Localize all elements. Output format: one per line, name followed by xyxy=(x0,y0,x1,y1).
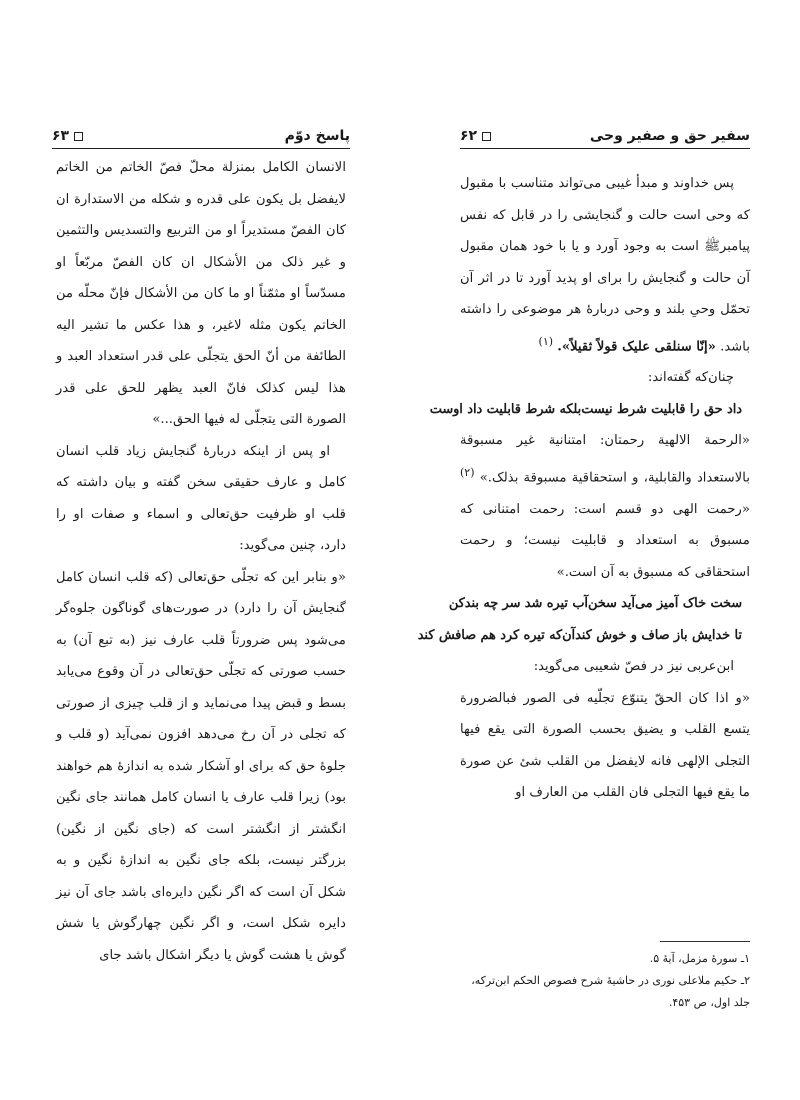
quran-verse: «إنّا سنلقی علیک قولاً ثقیلاً». xyxy=(557,338,716,354)
paragraph: ابن‌عربی نیز در فصّ شعیبی می‌گوید: xyxy=(533,659,734,675)
arabic-quote: «الرحمة الالهیة رحمتان: امتنانیة غیر مسبوقة بالاستعداد والقابلیة، و استحقاقیة مسبوقة بذلک.» xyxy=(460,433,750,486)
square-icon xyxy=(74,132,83,141)
page-number: ۶۲ xyxy=(460,128,478,144)
poem-verse xyxy=(448,588,750,620)
paragraph: «و بنابر این که تجلّی حق‌تعالی (که قلب انسان کامل گنجایش آن را دارد) در صورت‌های گوناگون جلوه‌گر می‌شود پس ضرورتاً قلب عارف نیز (به تبع آن) به حسب صورتی که تجلّی حق‌تعالی در آن وقوع می‌یابد بسط و قبض پیدا می‌نماید و از قلب چیزی از صورتی که تجلی در آن رخ می‌دهد افزون نمی‌آید (و قلب و جلوهٔ حق که برای او آشکار شده به اندازهٔ هم خواهند بود) زیرا قلب عارف یا انسان کامل همانند جای نگین انگشتر از انگشتر است که (جای نگین از نگین) بزرگتر نیست، بلکه جای نگین به اندازهٔ نگین و به شکل آن است که اگر نگین دایره‌ای باشد جای آن نیز دایره شکل است، و اگر نگین چهارگوش یا شش گوش یا هشت گوش یا دیگر اشکال باشد جای xyxy=(56,569,346,963)
footnotes xyxy=(460,948,750,1014)
footnote-divider xyxy=(660,941,750,942)
footnote: ۱ـ سورهٔ مزمل، آیهٔ ۵. xyxy=(649,952,750,965)
hemistich: سخت خاک آمیز می‌آید سخن xyxy=(587,596,742,612)
footnote-marker: (۲) xyxy=(460,465,475,479)
page-header xyxy=(52,118,350,149)
poem-verse xyxy=(417,620,750,652)
footnote: ۲ـ حکیم ملاعلی نوری در حاشیهٔ شرح فصوص الحکم ابن‌ترکه، جلد اول، ص ۴۵۳. xyxy=(471,974,750,1009)
footnote-marker: (۱) xyxy=(538,334,554,348)
hemistich: داد حق را قابلیت شرط نیست xyxy=(581,401,742,417)
persian-explanation: «رحمت الهی دو قسم است: رحمت امتنانی که مسبوق به استعداد و قابلیت نیست؛ و رحمت استحقاقی که مسبوق به آن است.» xyxy=(460,501,750,580)
right-page xyxy=(400,0,800,1100)
running-title: سفیر حق و صفیر وحی xyxy=(589,128,750,144)
hemistich: تا خدایش باز صاف و خوش کند xyxy=(575,627,742,643)
hemistich: بلکه شرط قابلیت داد اوست xyxy=(429,401,582,417)
page-header xyxy=(460,118,750,149)
poem-verse xyxy=(429,394,750,426)
hemistich: آن‌که تیره کرد هم صافش کند xyxy=(417,627,576,643)
paragraph: او پس از اینکه دربارهٔ گنجایش زیاد قلب انسان کامل و عارف حقیقی سخن گفته و بیان داشته که قلب او ظرفیت حق‌تعالی و اسماء و صفات او را دارد، چنین می‌گوید: xyxy=(56,443,346,553)
page-number-group xyxy=(460,128,491,144)
page-number-group xyxy=(52,128,83,144)
paragraph xyxy=(460,168,750,362)
page-body xyxy=(56,152,346,971)
paragraph: چنان‌که گفته‌اند: xyxy=(647,370,734,386)
paragraph xyxy=(460,425,750,588)
intro-text: پس خداوند و مبدأ غیبی می‌تواند متناسب با مقبول که وحی است حالت و گنجایشی را در قابل که نفس پیامبرﷺ است به وجود آورد و یا با خود همان مقبول آن حالت و گنجایش را برای او پدید آورد تا در اثر آن تحمّل وحیِ بلند و وحی دربارهٔ هر موضوعی را داشته باشد. xyxy=(460,176,750,354)
running-title: پاسخ دوّم xyxy=(284,128,350,144)
paragraph: «و اذا کان الحقّ یتنوّع تجلّیه فی الصور فبالضرورة یتسع القلب و یضیق بحسب الصورة التی یقع فیها التجلی الإلهی فانه لایفضل من القلب شئ عن صورة ما یقع فیها التجلی فان القلب من العارف او xyxy=(460,690,750,801)
paragraph: الانسان الکامل بمنزلة محلّ فصّ الخاتم من الخاتم لایفضل بل یکون علی قدره و شکله من الاستدارة ان کان الفصّ مستدیراً او من التربیع والتسدیس والتثمین و غیر ذلک من الأشکال ان کان الفصّ مربّعاً او مسدّساً او مثمّناً او ما کان من الأشکال فإنّ محلّه من الخاتم یکون مثله لاغیر، و هذا عکس ما تشیر الیه الطائفة من أنّ الحق یتجلّی علی قدر استعداد العبد و هذا لیس کذلک فانّ العبد یظهر للحق علی قدر الصورة التی یتجلّی له فیها الحق...» xyxy=(56,160,346,427)
square-icon xyxy=(482,132,491,141)
page-number: ۶۳ xyxy=(52,128,70,144)
page-body xyxy=(417,168,750,809)
hemistich: آب تیره شد سر چه بندکن xyxy=(448,596,588,612)
